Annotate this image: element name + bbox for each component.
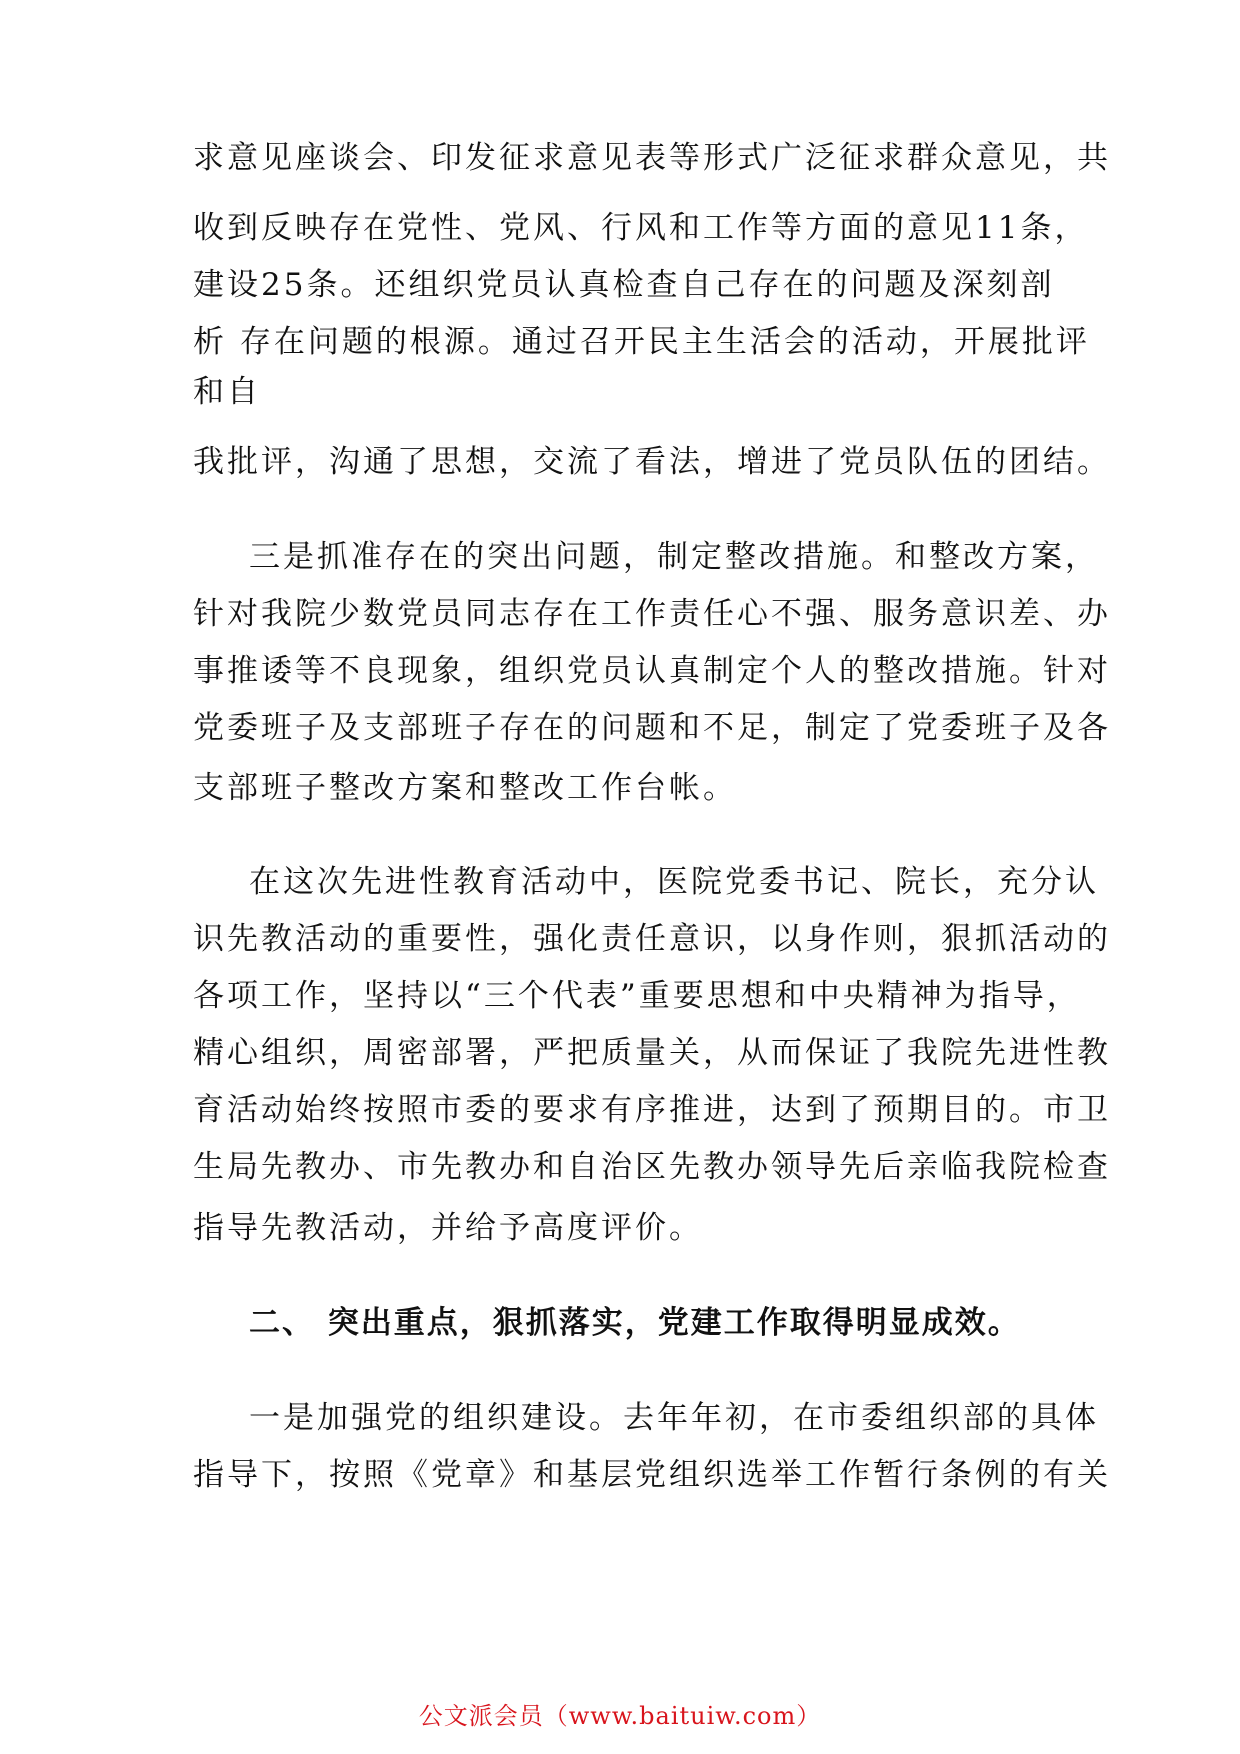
body-line: 和自	[193, 374, 261, 410]
body-line: 支部班子整改方案和整改工作台帐。	[193, 770, 737, 806]
body-line: 三是抓准存在的突出问题，制定整改措施。和整改方案，	[249, 539, 1099, 575]
body-line: 求意见座谈会、印发征求意见表等形式广泛征求群众意见，共	[193, 140, 1111, 176]
body-line: 建设25条。还组织党员认真检查自己存在的问题及深刻剖	[193, 267, 1055, 303]
body-line: 各项工作，坚持以“三个代表”重要思想和中央精神为指导，	[193, 978, 1081, 1014]
body-line: 针对我院少数党员同志存在工作责任心不强、服务意识差、办	[193, 596, 1111, 632]
body-line: 析 存在问题的根源。通过召开民主生活会的活动，开展批评	[193, 324, 1090, 360]
body-line: 党委班子及支部班子存在的问题和不足，制定了党委班子及各	[193, 710, 1111, 746]
body-line: 育活动始终按照市委的要求有序推进，达到了预期目的。市卫	[193, 1092, 1111, 1128]
body-line: 识先教活动的重要性，强化责任意识，以身作则，狠抓活动的	[193, 921, 1111, 957]
body-line: 精心组织，周密部署，严把质量关，从而保证了我院先进性教	[193, 1035, 1111, 1071]
body-line: 生局先教办、市先教办和自治区先教办领导先后亲临我院检查	[193, 1149, 1111, 1185]
section-heading: 二、 突出重点，狠抓落实，党建工作取得明显成效。	[249, 1305, 1021, 1341]
body-line: 指导先教活动，并给予高度评价。	[193, 1210, 703, 1246]
body-line: 一是加强党的组织建设。去年年初，在市委组织部的具体	[249, 1400, 1099, 1436]
body-line: 在这次先进性教育活动中，医院党委书记、院长，充分认	[249, 864, 1099, 900]
body-line: 指导下，按照《党章》和基层党组织选举工作暂行条例的有关	[193, 1457, 1111, 1493]
body-line: 我批评，沟通了思想，交流了看法，增进了党员队伍的团结。	[193, 444, 1111, 480]
body-line: 收到反映存在党性、党风、行风和工作等方面的意见11条，	[193, 210, 1089, 246]
body-line: 事推诿等不良现象，组织党员认真制定个人的整改措施。针对	[193, 653, 1111, 689]
footer-watermark-link[interactable]: 公文派会员（www.baituiw.com）	[418, 1702, 822, 1730]
